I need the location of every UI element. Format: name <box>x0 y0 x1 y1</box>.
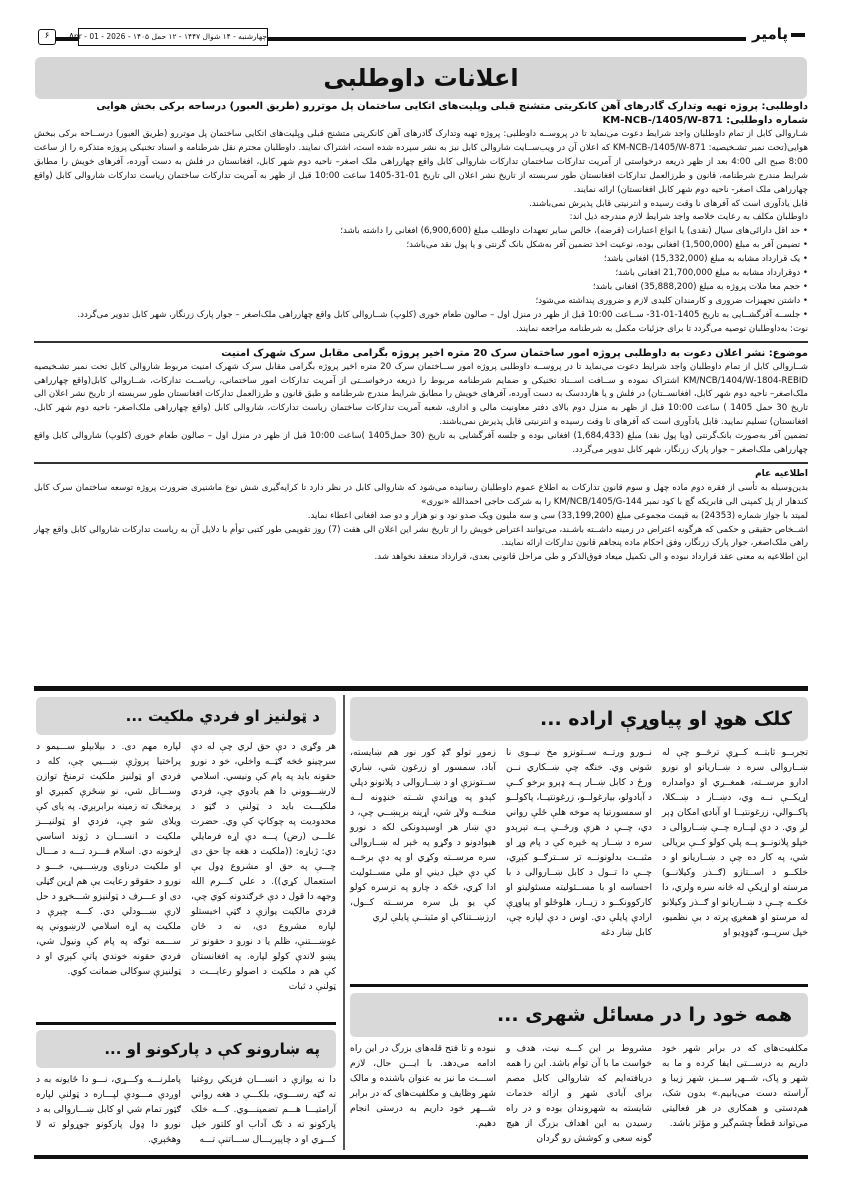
ad-2 <box>34 347 808 458</box>
divider <box>34 462 808 464</box>
article-separator-rule <box>36 1022 336 1025</box>
ad-3-line: اشــخاص حقیقی و حکمی که هرگونه اعتراض در زمینه داشــته باشـند، می‌توانند اعتراض خویش را از تاریخ نشر این اعلان الی هفت (7) روز تقویمی طور کتبی توأم با دلایل آن به ریاست تدارکات شاروالی کابل واقع چهار راهی ملک‌اصغر، جوار پارک زرنگار، وفق احکام ماده پنجاهم قانون تدارکات ارائه نمایند. <box>34 524 808 549</box>
ad-1-body: شـاروالی کابل از تمام داوطلبان واجد شرایط دعوت می‌نماید تا در پروســه داوطلبی: پروژه تهیه وتدارک گادرهای آهن کانکریتی متشنج قبلی وپلیت‌های اتکایی ساختمان پل موتررو (طریق العبور) درســاحه برکی ببخش هوایی(تحت نمبر تشـخیصیه: KM-NCB-/1405/W-871 که اعلان آن در ویب‌ســایت شاروالی کابل نیز به نشر سپرده شده است، اشتراک نمایند. داوطلبان محترم نقل شرطنامه و اسناد تخنیکی پروژه متذکره را از ساعت 8:00 صبح الی 4:00 بعد از ظهر ذریعه درخواستی از آمریت تدارکات ساختمان تدارکات شاروالی کابل واقع چهارراهی ملک اصغر– ناحیه دوم شهر کابل، افغانستان در فلش به دست آورده، آفرهای خویش را مطابق شرایط مندرج شرطنامه، قانون و طرزالعمل تدارکات افغانستان طور سربسته از تاریخ نشر اعلان الی تاریخ 01-31-1405 ساعت 10:00 قبل از ظهر به آمریت تدارکات ساختمان ریاست تدارکات شاروالی کابل (واقع چهارراهی ملک اصغر- ناحیه دوم شهر کابل افغانستان) ارائه نمایند. <box>34 129 808 195</box>
article-headline: همه خود را در مسائل شهری ... <box>350 993 808 1037</box>
article-column: مشروط بر این کـــه نیت، هدف و خواست ما با آن توأم باشد. این را همه دریافته‌ایم که شاروالی کابل مصم برای آبادی شهر و ارائه خدمات شایسته به شهروندان بوده و در راه رسیدن به این اهداف بزرگ از هیچ گونه سعی و کوشش رو گردان <box>506 1043 652 1144</box>
ad-1-conditions-intro: داوطلبان مکلف به رعایت خلاصه واجد شرایط لازم مندرجه ذیل اند: <box>569 212 808 223</box>
condition-item: • یک قرارداد مشابه به مبلغ (15,332,000) افغانی باشد؛ <box>34 253 808 267</box>
articles-top-rule <box>34 686 808 691</box>
ad-3-line: این اطلاعیه به معنی عقد قرارداد نبوده و الی تکمیل میعاد فوق‌الذکر و طی مراحل قانونی بعدی، قرارداد منعقد نخواهد شد. <box>374 552 808 563</box>
ad-3-line: لمیتد با جواز شماره (24353) به قیمت مجموعی مبلغ (33,199,200) سی و سه ملیون ویک صدو نود و نو هزار و دو صد افغانی اعطاء نماید. <box>307 510 808 521</box>
article-headline: کلک هوډ او پیاوړې اراده ... <box>350 697 808 741</box>
article-left-top <box>36 697 336 994</box>
article-column: پاملرنـــه وکـــړي، نـــو دا ځایونه به د اوږدې مـــودې لپـــاره د ټولنې لپاره ګټور تمام شي او کابل ښـــاروالی به د نورو دا ډول پارکونو جوړولو ته لا وهڅېږي. <box>36 1074 181 1145</box>
ad-2-title: موضوع: نشر اعلان دعوت به داوطلبی پروژه امور ساختمان سرک 20 متره اخیر پروژه بگرامی مقابل سرک شهرک امنیت <box>221 347 808 359</box>
article-right-bottom <box>350 993 808 1146</box>
ad-1-footnote: نوت: به‌داوطلبان توصیه می‌گردد تا برای جزئیات مکمل به شرطنامه مراجعه نمایند. <box>515 323 808 334</box>
condition-item: • تضیمن آفر به مبلغ (1,500,000) افغانی بوده، نوعیت اخذ تضمین آفر به‌شکل بانک گرنتی و یا پول نقد می‌باشد؛ <box>34 239 808 253</box>
ad-2-body: شــاروالی کابل از تمام داوطلبان واجد شرایط دعوت می‌نماید تا در پروســه داوطلبی پروژه امور ســاختمان سرک 20 متره اخیر پروژه بگرامی مقابل سرک شهرک امنیت مربوط شاروالی کابل تحت نمبر تشـخیصیه KM/NCB/1404/W-1804-REBID اشتراک نموده و ســافت اســناد تخنیکی و ضمایم شرطنامه مربوط را ذریعه درخواســتی از آمریت تدارکات امور ساختمانی، ریاســت تدارکات، شــاروالی کابل(واقع چهارراهی ملک‌اصغر– ناحیه دوم شهر کابل، افغانســتان) در فلش و یا هارددسک به دست آورده، آفرهای خویش را مطابق شرایط مندرج شرطنامه و طبق قانون و طرزالعمل تدارکات افغانستان طور سربسته از تاریخ نشر اعلان الی تاریخ 30 حمل 1405 ) ساعت 10:00 قبل از ظهر به منزل دوم بالای دفتر معاونیت مالی و اداری، شعبه آمریت تدارکات ساختمان ریاست تدارکات، شاروالی کابل (واقع چهارراهی ملک‌اصغر- ناحیه دوم شهر کابل، افغانستان) تسلیم نمایید. قابل یادآوری است که آفرهای نا وقت رسیده و انترنیتی قابل پذیرش نمی‌باشند. <box>34 361 808 428</box>
issue-date: چهارشنبه - ۱۴ شوال ۱۴۴۷ - ۱۲ حمل ۱۴۰۵ - Apr - 01 - 2026 <box>78 28 268 46</box>
ad-1 <box>34 100 808 337</box>
condition-item: • جلســه آفرگشــایی به تاریخ 1405-01-31- ســاعت 10:00 قبل از ظهر در منزل اول – صالون طعام خوری (کلوپ) شــاروالی کابل واقع چهارراهی ملک‌اصغر – جوار پارک زرنگار، شهر کابل تدویر می‌گردد. <box>34 309 808 323</box>
ad-3-title: اطلاعیه عام <box>755 468 808 479</box>
divider <box>34 341 808 343</box>
article-column: لپاره مهم دی. د بېلابېلو ســـیمو د پراختیا پروژې ښـــيي چې، کله د فردي او ټولنیز ملکیت ترمنځ توازن وســـاتل شي، نو ښځرې کمېږي او پرمختګ ته زمینه برابرېږي. په پای کې ویلای شو چې، فردي او ټولنیـــز ملکیت د انســـان د ژوند اساسي اړخونه دي. اسلام فـــرد تـــه د مـــال او ملکیت درناوی ورښـــيي، خـــو د نورو د حقوقو رعایت یې هم اړین ګڼلی دی او عـــرف د ټولنیزو شـــخړو د حل لارې ښـــودلي دي. کـــه چېرې د ملکیت په اړه اسلامي لارښوونې په ســـمه توګه په پام کې ونیول شي، فردي حقونه خوندي پاتې کېږي او د ټولنیزې سوکالی ضمانت کوي. <box>36 741 181 977</box>
article-column: دا نه یوازې د انســـان فزیکي روغتیا ته ګټه رســـوي، بلکـــې د هغه رواني آرامتیـــا هـــم تضمینـــوي. کـــه خلک پارکونو ته د تګ آداب او کلتور خپل کـــړي او د چاپېریـــال ســـاتنې تـــه <box>191 1074 336 1145</box>
ad-1-conditions <box>34 225 808 322</box>
ad-1-note: قابل یادآوری است که آفرهای نا وقت رسیده و انترنیتی قابل پذیرش نمی‌باشند. <box>529 198 808 209</box>
article-column: مکلفیت‌های که در برابر شهر خود داریم به درســـتی ایفا کرده و ما به شهر و پاک، شــهر ســبز، شهر زیبا و آراسته دست می‌یابیم.» بدون شک، هم‌دستی و همکاری در هر فعالیتی می‌تواند قطعاً چشم‌گیر و مؤثر باشد. <box>662 1043 808 1129</box>
article-column: نــورو ورتــه ســتونزو مخ نیــوی نا شوني وي. خنګه چې ښــکاري نــن ورځ د کابل ښــار پــه ډېرو برخو کــې د آبادولو، بیارغولــو، زرغونتیــا، پاکولــو او سمسورتیا په موخه هلې ځلې رواني دي، چــې د هرې ورځــې پــه تېرېدو سره د ښــار په څېره کې د پام وړ او مثبــت بدلونونــه تر ســترګــو کېږي، چــې دا تــول د کابل ښــاروالی د با احساسه او با مســئولیته مسئولینو او کارکوونکــو د زیــار، هلوځلو او پیاوړې ارادې پایلې دي. اوس د دې لپاره چې، کابل ښار دغه <box>506 747 652 938</box>
article-left-bottom <box>36 1030 336 1147</box>
article-separator-rule <box>350 984 808 987</box>
ad-2-body-2: تضمین آفر به‌صورت بانک‌گرنتی (ویا پول نقد) مبلغ (1,684,433) افغانی بوده و جلسه آفرگشایی به تاریخ (30 حمل1405 )ساعت 10:00 قبل از ظهر در منزل اول – صالون طعام خوری (کلوپ) شاروالی کابل واقع چهارراهی ملک‌اصغر – جوار پارک زرنگار، شهر کابل تدویر می‌گردد. <box>34 431 808 456</box>
section-banner: اعلانات داوطلبی <box>35 57 807 99</box>
condition-item: • حد اقل دارائی‌های سیال (نقدی) یا انواع اعتبارات (قرضه)، خالص سایر تعهدات داوطلب مبلغ (6,900,600) افغانی را داشته باشد؛ <box>34 225 808 239</box>
article-column: زموږ تولو ګډ کور نور هم ښایسته، آباد، سمسور او زرغون شي، ښاري ســتونزې او د ښــاروالی د پلانونو دپلي کېدو په وړاندې شــته خنډونه لــه منځــه ولاړ شي، اړینه برېښــي چې، د دې ښار هر اوسېدونکی لکه د نورو هېوادونو د وګړو په څېر له ښــاروالی سره مرســته وکړي او په دې برخــه کې دې خپل دیني او ملي مســئولیت ادا کړي، څکه د چارو په ترسره کولو کې یو بل سره مرســته کــول، ارزښــتناکې او مثبتــې پایلې لري <box>350 747 496 923</box>
ad-1-number: شماره داوطلبی: KM-NCB-/1405/W-871 <box>602 115 808 126</box>
newspaper-brand: پامیر <box>746 25 805 43</box>
article-right-top <box>350 697 808 940</box>
ad-3 <box>34 468 808 565</box>
condition-item: • حجم معا ملات پروژه به مبلغ (35,888,200) افغانی باشد؛ <box>34 281 808 295</box>
article-body <box>350 1037 808 1146</box>
article-body <box>36 1068 336 1147</box>
article-headline: د ټولنیز او فردي ملکیت ... <box>36 697 336 735</box>
ad-1-title: داوطلبی: پروژه تهیه وتدارک گادرهای آهن کانکریتی متشنج قبلی وپلیت‌های اتکایی ساختمان پل موتررو (طریق العبور) درساحه برکی بخش هوایی <box>96 101 808 112</box>
article-column: تجربــو ثابتــه کــړې ترڅــو چې له ښــاروالی سره د ښــاریانو او نورو ادارو مرســته، همغــږي او دوامداره اړیکــې نــه وي، دښــار د ښــکلا، پاکــوالي، زرغونتیــا او آبادۍ امکان ډېر لږ وي. د دې لپــاره چــې ښــاروالی د خپلو پلانونــو پــه پلي کولو کــې بریالی شي، په کار ده چې د ښــاریانو او د خلکــو د اســتازو (ګــذر وکیلانــو) مرسته او اړیکې له څانه سره ولري، دا څکــه چــې د ښــاریانو او ګــذر وکیلانو له مرستو او همغږۍ پرته د بې نظمیو، خپل سریــو، ګډوډیو او <box>662 747 808 938</box>
article-column: هر وګړی د دې حق لري چې له دې سرچینو څخه ګټــه واخلي، خو د نورو حقونه باید په پام کې ونیسي. اسلامي لارښـــووني دا هم یادوي چې، فردي ملکیـــت باید د ټولنې د ګټو د محدودیت په چوکاټ کې وي. حضرت علـــی (رض) پـــه دې اړه فرمایلي دي: ژباړه: ((ملکیت د هغه چا حق دی چـــې په حق او مشروع ډول یې استعمال کړي)). د علي کـــرم الله وجهه دا قول د دې څرګندونه کوي چې، فردي مالکیت یوازې د ګټې اخیستلو لپاره مشروع دی، نه د ځان غوښـــتنې، ظلم یا د نورو د حقونو تر پښو لاندې کولو لپاره. په افغانستان کې هم د ملکیت د اصولو رعایـــت د ټولنې د ثبات <box>191 741 336 992</box>
article-headline: په ښارونو کې د پارکونو او ... <box>36 1030 336 1068</box>
page-number: ۶ <box>38 29 56 45</box>
condition-item: • داشتن تجهیزات ضروری و کارمندان کلیدی لازم و ضروری پنداشته می‌شود؛ <box>34 295 808 309</box>
ad-3-line: بدین‌وسیله به تأسی از فقره دوم ماده چهل و سوم قانون تدارکات به اطلاع عموم داوطلبان رسانیده می‌شود که شاروالی کابل در نظر دارد تا کرایه‌گیری شش نوع ماشنیری ضرورت پروژه توسعه ساختمان سرک کابل کندهار از پل کمپنی الی فابریکه گچ با کود نمبر KM/NCB/1405/G-144 را به شرکت حاجی احمدالله «نوری» <box>34 482 808 507</box>
column-divider <box>343 695 345 1150</box>
ads-section <box>34 100 808 565</box>
article-body <box>36 735 336 994</box>
condition-item: • دوقرارداد مشابه به مبلغ 21,700,000 افغانی باشد؛ <box>34 267 808 281</box>
masthead <box>38 25 805 48</box>
article-body <box>350 741 808 940</box>
article-column: نبوده و تا فتح قله‌های بزرگ در این راه ادامه می‌دهد. با ایـــن حال، لازم اســـت ما نیز به عنوان باشنده و مالک شهر وظایف و مکلفیت‌های که در برابر شـــهر خود داریم به درستی انجام دهیم. <box>350 1043 496 1129</box>
page-bottom-rule <box>34 1155 808 1159</box>
